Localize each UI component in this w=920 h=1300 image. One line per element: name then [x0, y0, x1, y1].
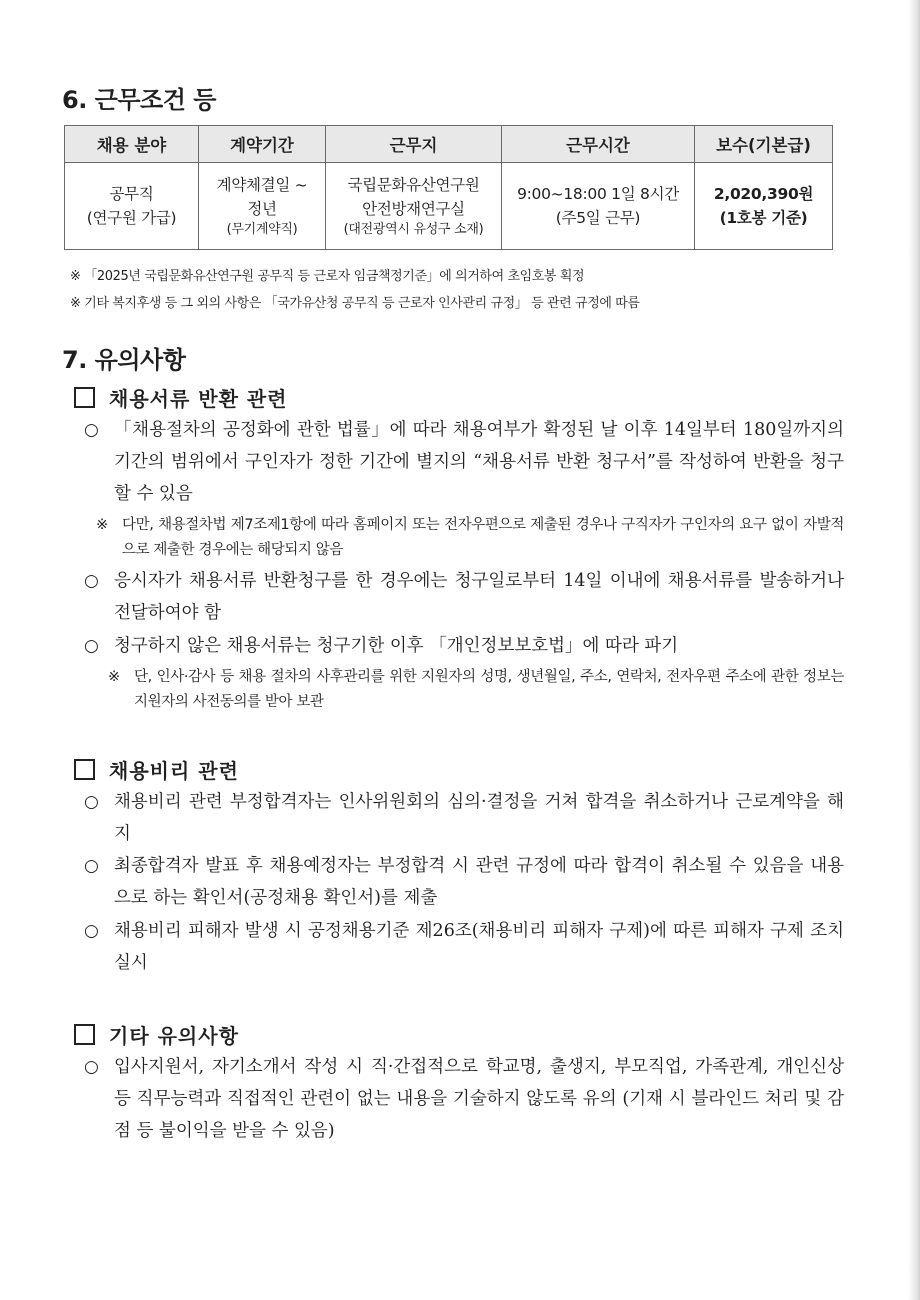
circle-bullet-icon: ○ — [84, 792, 99, 812]
list-item — [84, 786, 844, 850]
checkbox-square-icon — [74, 759, 95, 780]
welfare-note: ※ 기타 복지후생 등 그 외의 사항은 「국가유산청 공무직 등 근로자 인사관리 규정」 등 관련 규정에 따름 — [70, 296, 640, 311]
checkbox-square-icon — [74, 387, 95, 408]
page-edge-shadow — [908, 0, 920, 1300]
list-item-text: 「채용절차의 공정화에 관한 법률」에 따라 채용여부가 확정된 날 이후 14일부터 180일까지의 기간의 범위에서 구인자가 정한 기간에 별지의 “채용서류 반환 청구서”를 작성하여 반환을 청구할 수 있음 — [114, 420, 844, 504]
note-mark-icon: ※ — [108, 669, 120, 685]
list-item-text: 최종합격자 발표 후 채용예정자는 부정합격 시 관련 규정에 따라 합격이 취소될 수 있음을 내용으로 하는 확인서(공정채용 확인서)를 제출 — [114, 856, 844, 908]
place-line2: 안전방재연구실 — [362, 200, 465, 218]
return-docs-heading — [74, 383, 288, 412]
header-pay: 보수(기본급) — [695, 126, 833, 163]
note-text: 단, 인사·감사 등 채용 절차의 사후관리를 위한 지원자의 성명, 생년월일, 주소, 연락처, 전자우편 주소에 관한 정보는 지원자의 사전동의를 받아 보관 — [134, 669, 844, 710]
circle-bullet-icon: ○ — [84, 856, 99, 876]
note-mark-icon: ※ — [96, 517, 108, 533]
return-docs-heading-text: 채용서류 반환 관련 — [109, 387, 288, 411]
wage-note: ※ 「2025년 국립문화유산연구원 공무직 등 근로자 임금책정기준」에 의거하여 초임호봉 획정 — [70, 269, 585, 284]
place-line3: (대전광역시 유성구 소재) — [343, 222, 484, 237]
contract-line2: 정년 — [247, 200, 277, 218]
place-line1: 국립문화유산연구원 — [347, 176, 480, 194]
list-item — [84, 565, 844, 629]
corruption-heading-text: 채용비리 관련 — [109, 759, 239, 783]
cell-hours — [502, 163, 695, 250]
field-line1: 공무직 — [109, 185, 154, 203]
cell-place — [326, 163, 502, 250]
header-field: 채용 분야 — [65, 126, 199, 163]
contract-note: (무기계약직) — [226, 222, 298, 237]
hours-line1: 9:00~18:00 1일 8시간 — [517, 185, 679, 203]
list-item-text: 청구하지 않은 채용서류는 청구기한 이후 「개인정보보호법」에 따라 파기 — [114, 636, 679, 656]
list-item — [84, 850, 844, 914]
list-item — [84, 414, 844, 510]
note-item — [96, 513, 844, 563]
header-hours: 근무시간 — [502, 126, 695, 163]
cell-contract — [199, 163, 326, 250]
cell-field — [65, 163, 199, 250]
circle-bullet-icon: ○ — [84, 1057, 99, 1077]
hours-line2: (주5일 근무) — [555, 209, 641, 227]
note-item — [108, 665, 844, 715]
cell-pay — [695, 163, 833, 250]
other-heading — [74, 1020, 239, 1049]
pay-line2: (1호봉 기준) — [719, 209, 808, 227]
section-6-title: 6. 근무조건 등 — [62, 86, 216, 114]
circle-bullet-icon: ○ — [84, 420, 99, 440]
corruption-heading — [74, 755, 239, 784]
list-item-text: 응시자가 채용서류 반환청구를 한 경우에는 청구일로부터 14일 이내에 채용서류를 발송하거나 전달하여야 함 — [114, 571, 844, 623]
pay-line1: 2,020,390원 — [713, 185, 814, 203]
list-item-text: 채용비리 관련 부정합격자는 인사위원회의 심의·결정을 거쳐 합격을 취소하거나 근로계약을 해지 — [114, 792, 844, 844]
table-header-row — [65, 126, 833, 163]
list-item — [84, 630, 844, 662]
circle-bullet-icon: ○ — [84, 921, 99, 941]
field-line2: (연구원 가급) — [86, 209, 177, 227]
other-heading-text: 기타 유의사항 — [109, 1024, 239, 1048]
header-contract: 계약기간 — [199, 126, 326, 163]
list-item-text: 입사지원서, 자기소개서 작성 시 직·간접적으로 학교명, 출생지, 부모직업, 가족관계, 개인신상 등 직무능력과 직접적인 관련이 없는 내용을 기술하지 않도록 유의 (기재 시 블라인드 처리 및 감점 등 불이익을 받을 수 있음) — [114, 1057, 844, 1141]
section-7-title: 7. 유의사항 — [62, 346, 186, 374]
list-item — [84, 915, 844, 979]
circle-bullet-icon: ○ — [84, 636, 99, 656]
table-row — [65, 163, 833, 250]
contract-line1: 계약체결일 ~ — [216, 176, 308, 194]
circle-bullet-icon: ○ — [84, 571, 99, 591]
list-item-text: 채용비리 피해자 발생 시 공정채용기준 제26조(채용비리 피해자 구제)에 따른 피해자 구제 조치 실시 — [114, 921, 844, 973]
list-item — [84, 1051, 844, 1147]
work-conditions-table — [64, 125, 833, 250]
checkbox-square-icon — [74, 1024, 95, 1045]
header-place: 근무지 — [326, 126, 502, 163]
note-text: 다만, 채용절차법 제7조제1항에 따라 홈페이지 또는 전자우편으로 제출된 경우나 구직자가 구인자의 요구 없이 자발적으로 제출한 경우에는 해당되지 않음 — [122, 517, 844, 558]
